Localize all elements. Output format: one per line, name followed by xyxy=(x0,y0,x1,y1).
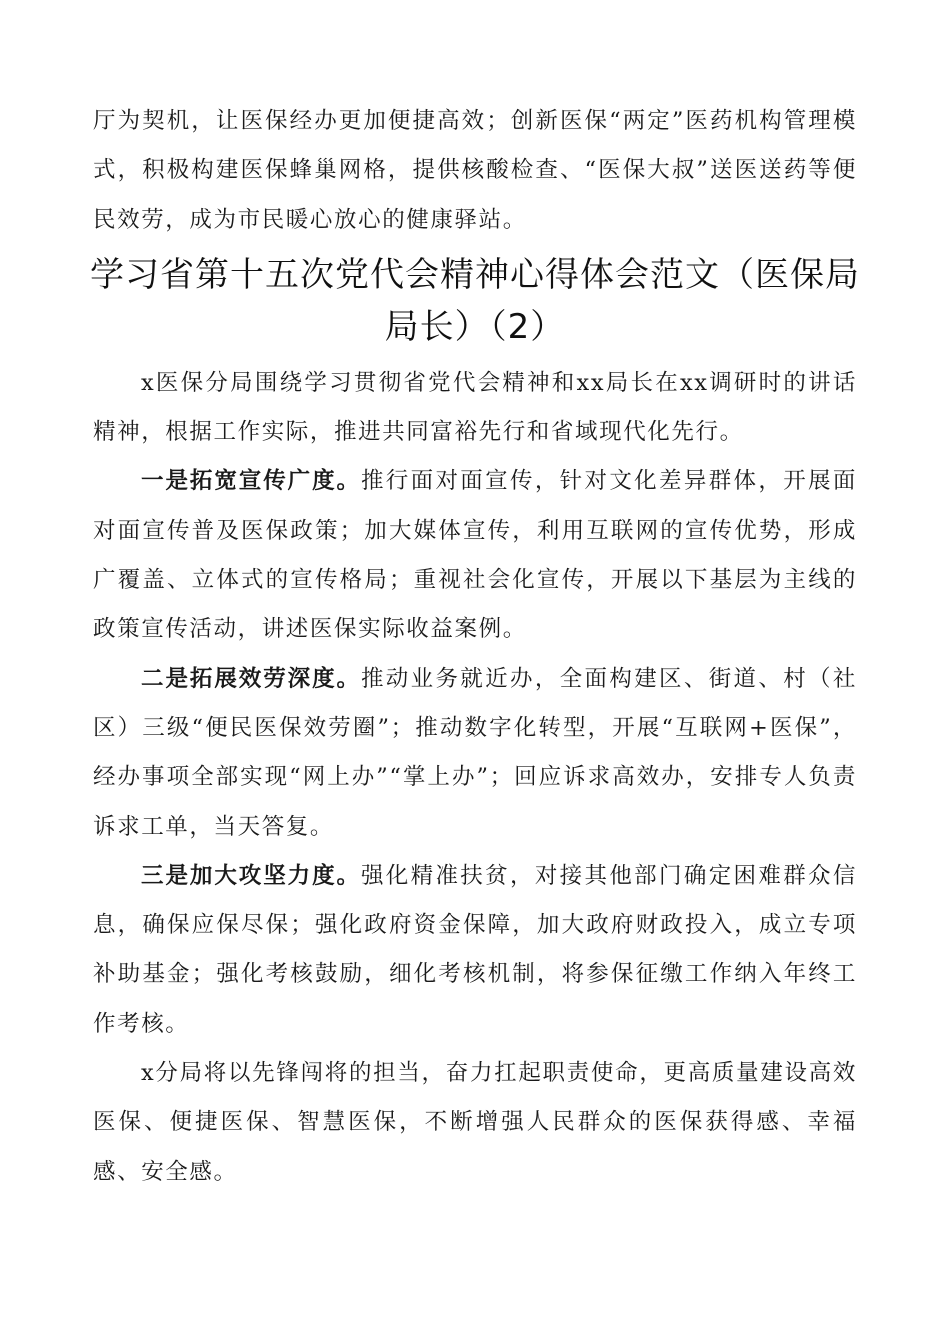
document-title: 学习省第十五次党代会精神心得体会范文（医保局局长）（2） xyxy=(90,254,860,347)
section-lead-3: 三是加大攻坚力度。 xyxy=(141,862,361,889)
section-paragraph-2 xyxy=(93,655,857,852)
section-lead-2: 二是拓展效劳深度。 xyxy=(141,665,361,692)
continuation-paragraph: 厅为契机，让医保经办更加便捷高效；创新医保“两定”医药机构管理模式，积极构建医保蜂巢网格，提供核酸检查、“医保大叔”送医送药等便民效劳，成为市民暖心放心的健康驿站。 xyxy=(93,108,857,233)
section-body-3: 强化精准扶贫，对接其他部门确定困难群众信息，确保应保尽保；强化政府资金保障，加大政府财政投入，成立专项补助基金；强化考核鼓励，细化考核机制，将参保征缴工作纳入年终工作考核。 xyxy=(93,862,857,1037)
closing-paragraph: x分局将以先锋闯将的担当，奋力扛起职责使命，更高质量建设高效医保、便捷医保、智慧医保，不断增强人民群众的医保获得感、幸福感、安全感。 xyxy=(93,1060,857,1185)
document-body xyxy=(90,97,860,1197)
intro-paragraph: x医保分局围绕学习贯彻省党代会精神和xx局长在xx调研时的讲话精神，根据工作实际，推进共同富裕先行和省域现代化先行。 xyxy=(93,369,857,446)
section-body-2: 推动业务就近办，全面构建区、街道、村（社区）三级“便民医保效劳圈”；推动数字化转型，开展“互联网+医保”，经办事项全部实现“网上办”“掌上办”；回应诉求高效办，安排专人负责诉求工单，当天答复。 xyxy=(93,665,857,840)
section-paragraph-1 xyxy=(93,457,857,654)
section-body-1: 推行面对面宣传，针对文化差异群体，开展面对面宣传普及医保政策；加大媒体宣传，利用互联网的宣传优势，形成广覆盖、立体式的宣传格局；重视社会化宣传，开展以下基层为主线的政策宣传活动，讲述医保实际收益案例。 xyxy=(93,468,857,643)
section-paragraph-3 xyxy=(93,852,857,1049)
section-lead-1: 一是拓宽宣传广度。 xyxy=(141,468,361,495)
